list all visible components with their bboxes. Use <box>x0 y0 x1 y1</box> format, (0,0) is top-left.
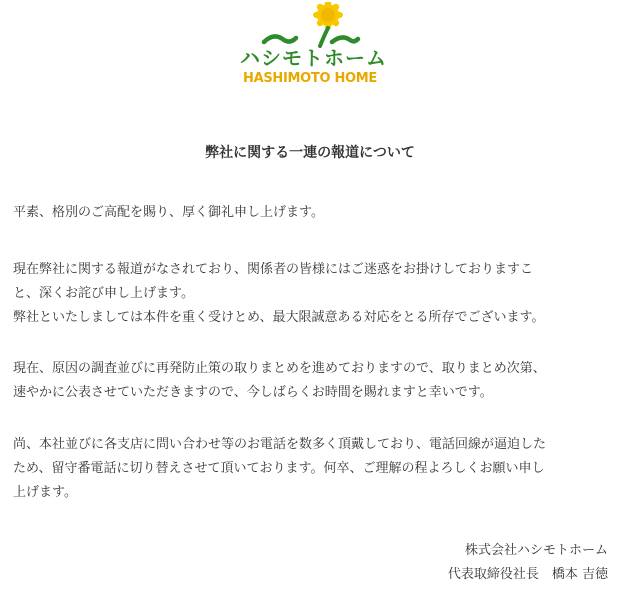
paragraph-line: 速やかに公表させていただきますので、今しばらくお時間を賜れますと幸いです。 <box>13 385 493 400</box>
paragraph-greeting <box>13 201 610 225</box>
paragraph-apology <box>13 258 610 330</box>
signature-company: 株式会社ハシモトホーム <box>464 543 608 558</box>
brand-name-english: HASHIMOTO HOME <box>242 71 377 86</box>
paragraph-line: 弊社といたしましては本件を重く受けとめ、最大限誠意ある対応をとる所存でございます。 <box>13 310 545 325</box>
notice-title: 弊社に関する一連の報道について <box>205 145 415 161</box>
brand-name-japanese: ハシモトホーム <box>240 46 387 70</box>
paragraph-line: 現在弊社に関する報道がなされており、関係者の皆様にはご迷惑をお掛けしておりますこ <box>13 262 534 277</box>
paragraph-line: 現在、原因の調査並びに再発防止策の取りまとめを進めておりますので、取りまとめ次第、 <box>13 361 546 376</box>
company-logo <box>240 0 387 96</box>
paragraph-investigation <box>13 357 610 405</box>
signature-representative: 代表取締役社長 橋本 吉徳 <box>447 567 608 582</box>
paragraph-phone-lines <box>13 433 610 505</box>
paragraph-line: ため、留守番電話に切り替えさせて頂いております。何卒、ご理解の程よろしくお願い申し <box>13 461 545 476</box>
paragraph-line: 平素、格別のご高配を賜り、厚く御礼申し上げます。 <box>13 205 324 220</box>
paragraph-line: と、深くお詫び申し上げます。 <box>13 286 194 301</box>
paragraph-line: 上げます。 <box>13 485 77 500</box>
paragraph-line: 尚、本社並びに各支店に問い合わせ等のお電話を数多く頂戴しており、電話回線が逼迫した <box>13 437 547 452</box>
sunflower-logo-icon <box>258 2 362 48</box>
